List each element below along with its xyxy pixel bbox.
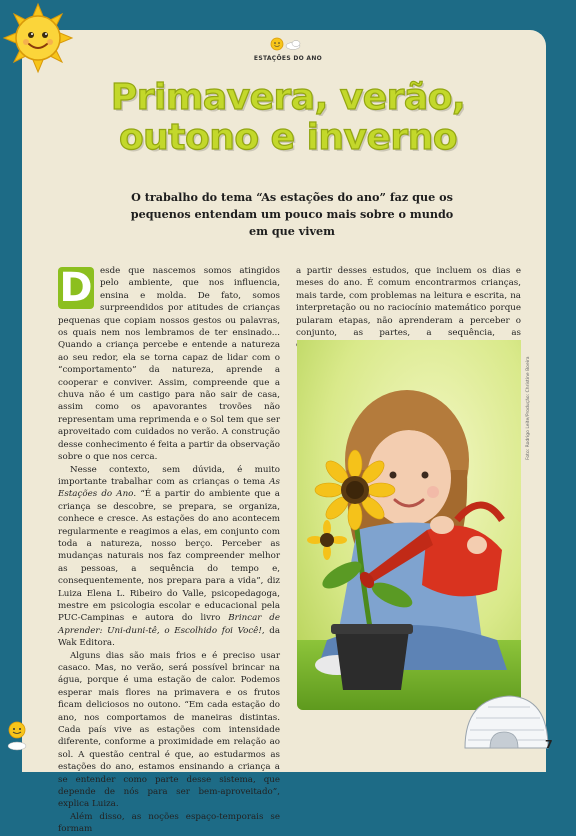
text-column-left — [58, 265, 280, 836]
cloud-icon — [286, 41, 300, 50]
paragraph-1-text: esde que nascemos somos atingidos pelo ambiente, que nos influencia, ensina e molda. De fato, somos surpreendidos por atitudes de crianças pequenas que copiam nossos gestos ou palavras, os quais nem nos lembramos de ter ensinado... Quando a criança percebe e entende a natureza ao seu redor, ela se torna capaz de lidar com o “comportamento” da natureza, aprende a cooperar e conviver. Assim, compreende que a chuva não é um castigo para não sair de casa, assim como os apavorantes trovões não representam uma reprimenda e o Sol tem que ser aproveitado com cuidados no verão. A construção desse conhecimento é feita a partir da observação sobre o que nos cerca. — [58, 266, 280, 463]
paragraph-2-end: , da Wak Editora. — [58, 625, 280, 649]
topic-name: As Estações do Ano — [58, 476, 280, 500]
child-watering-sunflower-photo — [297, 340, 521, 710]
footer-sun-icon — [2, 718, 32, 754]
article-subtitle: O trabalho do tema “As estações do ano” faz que os pequenos entendam um pouco mais sobre o mundo em que vivem — [130, 190, 454, 238]
paragraph — [58, 265, 280, 464]
text-column-right — [296, 265, 521, 352]
paragraph-4-text: Além disso, as noções espaço-temporais se formam — [58, 811, 280, 835]
book-title: Brincar de Aprender: Uni-duni-tê, o Escolhido foi Você! — [58, 613, 280, 636]
paragraph — [58, 464, 280, 650]
section-icons — [269, 36, 309, 52]
igloo-icon — [460, 690, 550, 750]
photo-credit: Foto: Rodrigo Leite/Produção: Christine Boeira — [526, 356, 531, 460]
drop-cap: D — [59, 265, 93, 311]
article-title — [0, 78, 576, 158]
small-sun-icon — [271, 38, 283, 50]
paragraph-5-text: a partir desses estudos, que incluem os dias e meses do ano. É comum encontrarmos crianças, mais tarde, com problemas na leitura e escrita, na interpretação ou no raciocínio matemático porque pularam etapas, não aprenderam a perceber o conjunto, as partes, a sequência, as — [296, 266, 521, 339]
sun-mascot-icon — [2, 2, 74, 74]
title-line-1: Primavera, verão, — [110, 77, 466, 118]
paragraph-2-text: Nesse contexto, sem dúvida, é muito importante trabalhar com as crianças o tema — [58, 464, 280, 487]
paragraph-2-quote: . “É a partir do ambiente que a criança se descobre, se prepara, se organiza, conhece e cresce. As estações do ano acontecem regularmente e reagimos a elas, em conjunto com toda a natureza, nosso berço. Perceber as mudanças naturais nos faz compreender melhor as pessoas, a sequência do tempo e, consequentemente, nos prepara para a vida”, diz Luiza Elena L. Ribeiro do Valle, psicopedagoga, mestre em psicologia escolar e educacional pela PUC-Campinas e autora do livro — [58, 489, 280, 624]
section-label: ESTAÇÕES DO ANO — [253, 55, 323, 62]
paragraph-3-text: Alguns dias são mais frios e é preciso usar casaco. Mas, no verão, será possível brincar na água, porque é uma estação de calor. Podemos esperar mais flores na primavera e os frutos ficam deliciosos no outono. “Em cada estação do ano, nos comportamos de maneiras distintas. Cada país vive as estações com intensidade diferente, conforme a proximidade em relação ao sol. A questão central é que, ao estudarmos as estações do ano, estamos ensinando a criança a se entender como parte desse sistema, que depende de nós para ser bem-aproveitado”, explica Luiza. — [58, 650, 280, 810]
page-number: 7 — [545, 738, 553, 751]
title-line-2: outono e inverno — [118, 117, 458, 158]
